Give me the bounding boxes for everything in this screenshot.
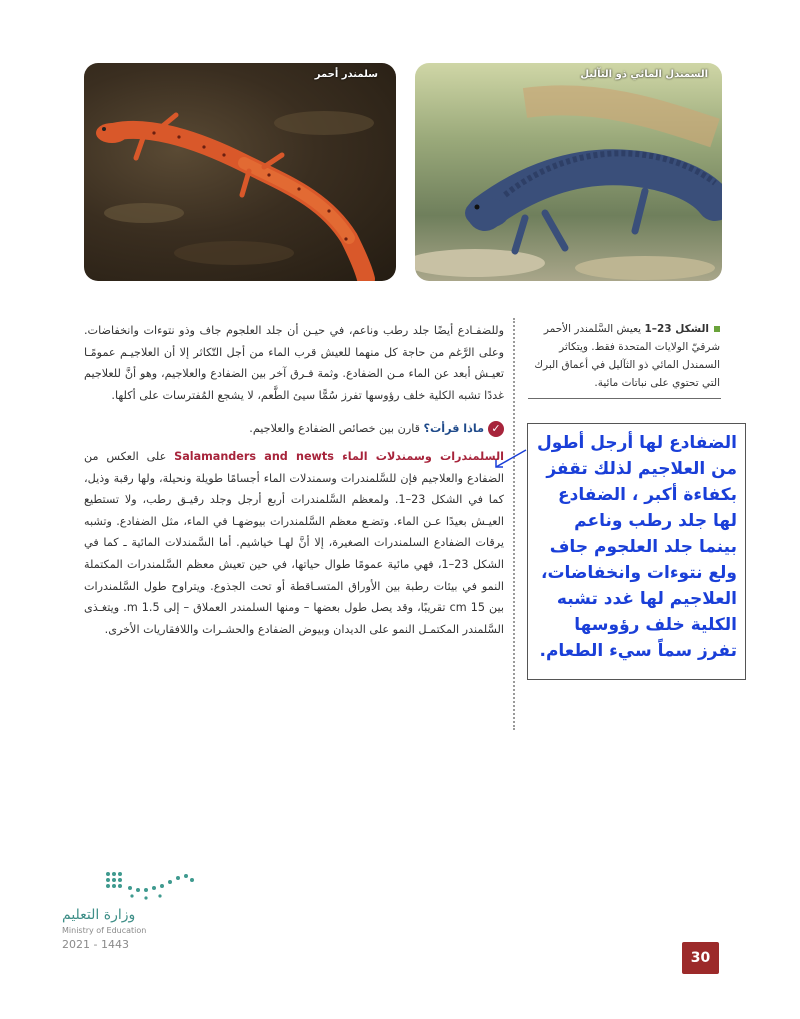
reading-check-text: قارن بين خصائص الضفادع والعلاجيم.: [249, 422, 420, 436]
figure-caption: [528, 320, 720, 392]
ministry-name-arabic: وزارة التعليم: [62, 907, 136, 923]
newt-photo: [415, 63, 722, 281]
arrow-icon: [493, 448, 527, 470]
figure-label: الشكل 23–1: [644, 323, 709, 335]
photo-caption: السمندل المائي ذو الثآليل: [580, 69, 708, 80]
photo-caption: سلمندر أحمر: [314, 69, 378, 80]
paragraph-2-text: على العكس من الضفادع والعلاجيم فإن للسَّلمندرات وسمندلات الماء أجسامًا طويلة ونحيلة، ولها رقبة وذيل، كما في الشكل 23–1. ولمعظم السَّلمندرات أربع أرجل وجلد رقيـق رطب، ولا تستطيع العيـش بعيدًا عـن الماء. وتضـع معظم السَّلمندرات بيوضهـا في الماء، مثل الضفادع. وتشبه يرقات الضفادع السلمندرات الصغيرة، إلا أنَّ لهـا خياشيم. أما السَّمندلات المائية ـ كما في الشكل 23–1، فهي مائية عمومًا طوال حياتها، في حين تعيش معظم السَّلمندرات المكتملة النمو في بيئات رطبة بين الأوراق المتسـاقطة أو تحت الجذوع. ويتراوح طول السَّلمندرات بين 15 cm تقريبًا، وقد يصل طول بعضها – ومنها السلمندر العملاق – إلى 1.5 m. ويتغـذى السَّلمندر المكتمـل النمو على الديدان وبيوض الضفادع والحشـرات واللافقاريات الأخرى.: [84, 449, 505, 636]
checkmark-icon: ✓: [488, 421, 504, 437]
paragraph-1: وللضفـادع أيضًا جلد رطب وناعم، في حيـن أن جلد العلجوم جاف وذو نتوءات وانخفاضات. وعلى الرَّغم من حاجة كل منهما للعيش قرب الماء من أجل التّكاثر إلا أن العلاجيـم عمومًـا تعيـش أبعد عن الماء مـن الضفادع. وثمة فـرق آخر بين الضفادع والعلاجيم، وهو أنَّ للعلاجيم غددًا تشبه الكلية خلف رؤوسها تفرز سُمًّا سيئ الطَّعم، لا يشجع المُفترسات على أكلها.: [84, 324, 504, 402]
column-divider: [513, 318, 515, 730]
section-heading: السلمندرات وسمندلات الماء Salamanders and newts: [174, 449, 504, 463]
ministry-logo-icon: [102, 868, 197, 902]
reading-check-label: ماذا قرأت؟: [423, 422, 484, 436]
red-salamander-photo: [84, 63, 396, 281]
figure-caption-text: يعيش السَّلمندر الأحمر شرقيّ الولايات المتحدة فقط. ويتكاثر السمندل المائي ذو الثآليل في أعماق البرك التي تحتوي على نباتات مائية.: [534, 323, 720, 389]
main-text: [84, 320, 504, 640]
bullet-icon: [714, 326, 720, 332]
salamander-illustration: [84, 63, 396, 281]
page-number: 30: [682, 942, 719, 974]
ministry-logo: [58, 864, 208, 959]
ministry-name-english: Ministry of Education: [62, 926, 147, 935]
year-label: 2021 - 1443: [62, 938, 129, 951]
newt-illustration: [415, 63, 722, 281]
paragraph-2: [84, 446, 504, 640]
answer-note: [527, 423, 746, 680]
divider: [528, 398, 721, 399]
reading-check: [84, 418, 504, 440]
answer-note-text: الضفادع لها أرجل أطول من العلاجيم لذلك تقفز بكفاءة أكبر ، الضفادع لها جلد رطب وناعم بينما جلد العلجوم جاف ولع نتوءات وانخفاضات، العلاجيم لها غدد تشبه الكلية خلف رؤوسها تفرز سماً سيء الطعام.: [537, 433, 737, 661]
